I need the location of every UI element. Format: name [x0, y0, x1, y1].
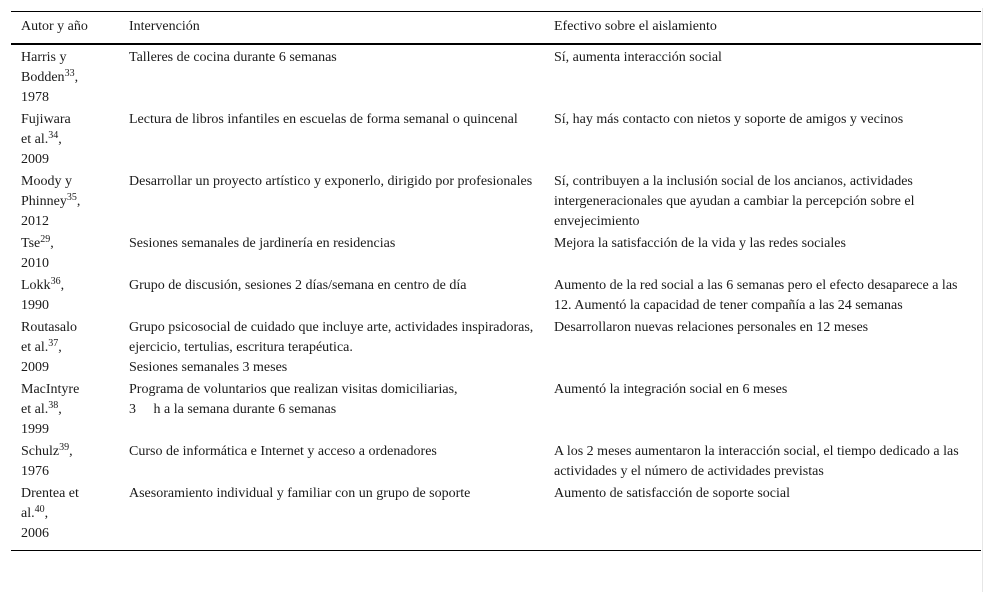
table-header [11, 12, 981, 45]
intervention-text-extra: Sesiones semanales 3 meses [129, 360, 288, 375]
author-name: Schulz [21, 444, 60, 459]
author-name: Drentea et [21, 486, 79, 501]
table-body [11, 44, 981, 551]
author-suffix: , [44, 506, 49, 521]
author-suffix: , [76, 194, 81, 209]
header-effect: Efectivo sobre el aislamiento [544, 12, 981, 45]
intervention-text: Programa de voluntarios que realizan visitas domiciliarias, [129, 382, 458, 397]
year: 1990 [21, 298, 49, 313]
reference-number: 34 [48, 130, 59, 141]
effect-cell: A los 2 meses aumentaron la interacción social, el tiempo dedicado a las actividades y el número de actividades previstas [554, 444, 959, 479]
author-suffix: , [74, 70, 79, 85]
effect-cell: Desarrollaron nuevas relaciones personales en 12 meses [554, 320, 869, 335]
intervention-cell: Curso de informática e Internet y acceso a ordenadores [129, 444, 437, 459]
intervention-cell [119, 316, 544, 378]
reference-number: 29 [40, 234, 51, 245]
author-name-cont: et al. [21, 340, 49, 355]
author-name-cont: et al. [21, 132, 49, 147]
author-name-cont: Bodden [21, 70, 65, 85]
header-author-year: Autor y año [11, 12, 119, 45]
intervention-cell: Grupo de discusión, sesiones 2 días/semana en centro de día [129, 278, 467, 293]
table-row [11, 316, 981, 378]
author-suffix: , [58, 340, 62, 355]
reference-number: 35 [66, 192, 77, 203]
author-name: MacIntyre [21, 382, 80, 397]
interventions-table [11, 11, 981, 551]
author-cell [11, 482, 119, 551]
author-suffix: , [58, 132, 62, 147]
author-cell [11, 170, 119, 232]
intervention-text-extra: 3 h a la semana durante 6 semanas [129, 402, 337, 417]
year: 2010 [21, 256, 49, 271]
effect-cell: Sí, contribuyen a la inclusión social de los ancianos, actividades intergeneracionales que ayudan a cambiar la percepción sobre el envejecimiento [554, 174, 915, 229]
reference-number: 36 [50, 276, 61, 287]
intervention-cell: Lectura de libros infantiles en escuelas de forma semanal o quincenal [129, 112, 518, 127]
year: 2009 [21, 152, 49, 167]
author-cell [11, 108, 119, 170]
effect-cell: Aumento de la red social a las 6 semanas pero el efecto desaparece a las 12. Aumentó la capacidad de tener compañía a las 24 semanas [554, 278, 958, 313]
reference-number: 33 [64, 68, 75, 79]
author-name: Moody y [21, 174, 72, 189]
intervention-cell: Sesiones semanales de jardinería en residencias [129, 236, 396, 251]
effect-cell: Aumentó la integración social en 6 meses [554, 382, 788, 397]
author-name: Tse [21, 236, 41, 251]
author-suffix: , [69, 444, 73, 459]
table-row [11, 232, 981, 274]
header-row [11, 12, 981, 45]
author-name-cont: Phinney [21, 194, 67, 209]
table-row [11, 482, 981, 551]
author-name-cont: et al. [21, 402, 49, 417]
author-name: Harris y [21, 50, 67, 65]
reference-number: 39 [59, 442, 70, 453]
author-name: Routasalo [21, 320, 77, 335]
author-suffix: , [60, 278, 65, 293]
author-name: Lokk [21, 278, 51, 293]
author-name-cont: al. [21, 506, 35, 521]
reference-number: 40 [34, 504, 45, 515]
year: 1976 [21, 464, 49, 479]
year: 2012 [21, 214, 49, 229]
author-suffix: , [58, 402, 62, 417]
author-cell [11, 232, 119, 274]
author-suffix: , [50, 236, 54, 251]
author-cell [11, 440, 119, 482]
year: 1999 [21, 422, 49, 437]
effect-cell: Mejora la satisfacción de la vida y las redes sociales [554, 236, 846, 251]
table-row [11, 274, 981, 316]
effect-cell: Aumento de satisfacción de soporte social [554, 486, 790, 501]
author-cell [11, 378, 119, 440]
reference-number: 38 [48, 400, 59, 411]
header-intervention: Intervención [119, 12, 544, 45]
year: 2006 [21, 526, 49, 541]
table-row [11, 440, 981, 482]
table-row [11, 108, 981, 170]
table-row [11, 44, 981, 108]
effect-cell: Sí, hay más contacto con nietos y soporte de amigos y vecinos [554, 112, 904, 127]
effect-cell: Sí, aumenta interacción social [554, 50, 722, 65]
intervention-cell: Talleres de cocina durante 6 semanas [129, 50, 337, 65]
table-row [11, 378, 981, 440]
author-cell [11, 316, 119, 378]
year: 1978 [21, 90, 49, 105]
intervention-cell [119, 378, 544, 440]
author-cell [11, 44, 119, 108]
page-edge-divider [982, 8, 983, 592]
year: 2009 [21, 360, 49, 375]
intervention-text: Grupo psicosocial de cuidado que incluye arte, actividades inspiradoras, ejercicio, tertulias, escritura terapéutica. [129, 320, 534, 355]
intervention-cell: Desarrollar un proyecto artístico y exponerlo, dirigido por profesionales [129, 174, 533, 189]
intervention-cell: Asesoramiento individual y familiar con un grupo de soporte [129, 486, 471, 501]
reference-number: 37 [48, 338, 59, 349]
author-name: Fujiwara [21, 112, 71, 127]
author-cell [11, 274, 119, 316]
table-row [11, 170, 981, 232]
